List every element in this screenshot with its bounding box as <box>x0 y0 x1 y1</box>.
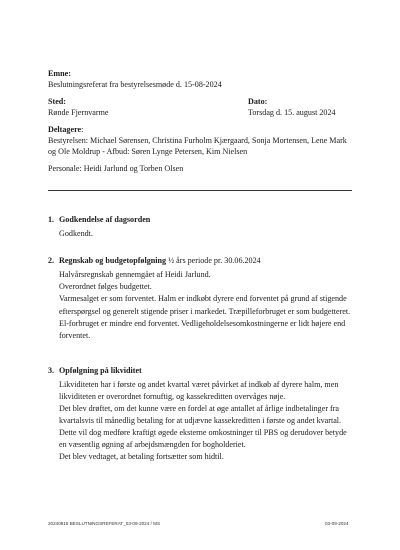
participants-heading <box>48 125 83 135</box>
section-title-suffix: ½ års periode pr. 30.06.2024 <box>166 256 261 265</box>
participants-line-1: Bestyrelsen: Michael Sørensen, Christina Furholm Kjærgaard, Sonja Mortensen, Lene Mark <box>48 136 347 145</box>
section-body <box>59 228 359 239</box>
section-title <box>59 215 150 224</box>
section-number: 1. <box>48 215 55 224</box>
subject-value: Beslutningsreferat fra bestyrelsesmøde d. 15-08-2024 <box>48 80 222 89</box>
section-line: Varmesalget er som forventet. Halm er indkøbt dyrere end forventet på grund af stigende <box>59 294 347 304</box>
section-line: forventet. <box>59 331 91 341</box>
participants-label: Deltagere <box>48 125 82 134</box>
subject-label: Emne: <box>48 69 71 78</box>
section-line: Godkendt. <box>59 229 93 238</box>
place-value: Rønde Fjernvarme <box>48 108 109 117</box>
date-value: Torsdag d. 15. august 2024 <box>248 108 336 117</box>
section-title <box>59 256 261 265</box>
section-line: efterspørgsel og generelt stigende priser i markedet. Træpilleforbruget er som budgetteret. <box>59 306 351 316</box>
section-line: likviditeten er overordnet fornuftig, og kassekreditten overvåges nøje. <box>59 392 286 401</box>
place-label: Sted: <box>48 97 66 106</box>
staff-line: Personale: Heidi Jarlund og Torben Olsen <box>48 164 184 173</box>
section-line: Overordnet følges budgettet. <box>59 282 152 292</box>
section-line: Likviditeten har i første og andet kvartal været påvirket af indkøb af dyrere halm, men <box>59 380 339 389</box>
section-title-bold: Regnskab og budgetopfølgning <box>59 256 167 265</box>
section-body <box>59 379 359 463</box>
header-divider <box>48 190 352 191</box>
section-title-bold: Godkendelse af dagsorden <box>59 215 151 224</box>
section-line: Dette vil dog medføre kraftigt øgede eksterne omkostninger til PBS og derudover betyde <box>59 428 347 437</box>
section-line: en væsentlig øgning af arbejdsmængden for bogholderiet. <box>59 440 246 449</box>
participants-line-2: og Ole Moldrup - Afbud: Søren Lynge Petersen, Kim Nielsen <box>48 147 248 156</box>
section-line: Det blev drøftet, om det kunne være en fordel at øge antallet af årlige indbetalinger fra <box>59 404 340 413</box>
section-body <box>59 269 359 342</box>
section-number: 2. <box>48 256 55 265</box>
date-label: Dato: <box>248 97 268 106</box>
participants-colon: : <box>81 125 84 134</box>
section-line: Det blev vedtaget, at betaling fortsætter som hidtil. <box>59 452 224 461</box>
section-number: 3. <box>48 366 55 375</box>
section-line: Halvårsregnskab gennemgået af Heidi Jarlund. <box>59 270 211 279</box>
section-title-bold: Opfølgning på likviditet <box>59 366 142 375</box>
section-line: El-forbruget er mindre end forventet. Vedligeholdelsesomkostningerne er lidt højere end <box>59 318 346 328</box>
section-line: kvartalsvis til månedlig betaling for at udjævne kassekreditten i første og andet kvartal. <box>59 416 342 425</box>
footer-document-id: 20240815 BESLUTNINGSREFERAT_03-09-2024 / MS <box>48 521 161 526</box>
footer-date: 03-09-2024 <box>325 521 349 526</box>
section-title <box>59 366 142 375</box>
